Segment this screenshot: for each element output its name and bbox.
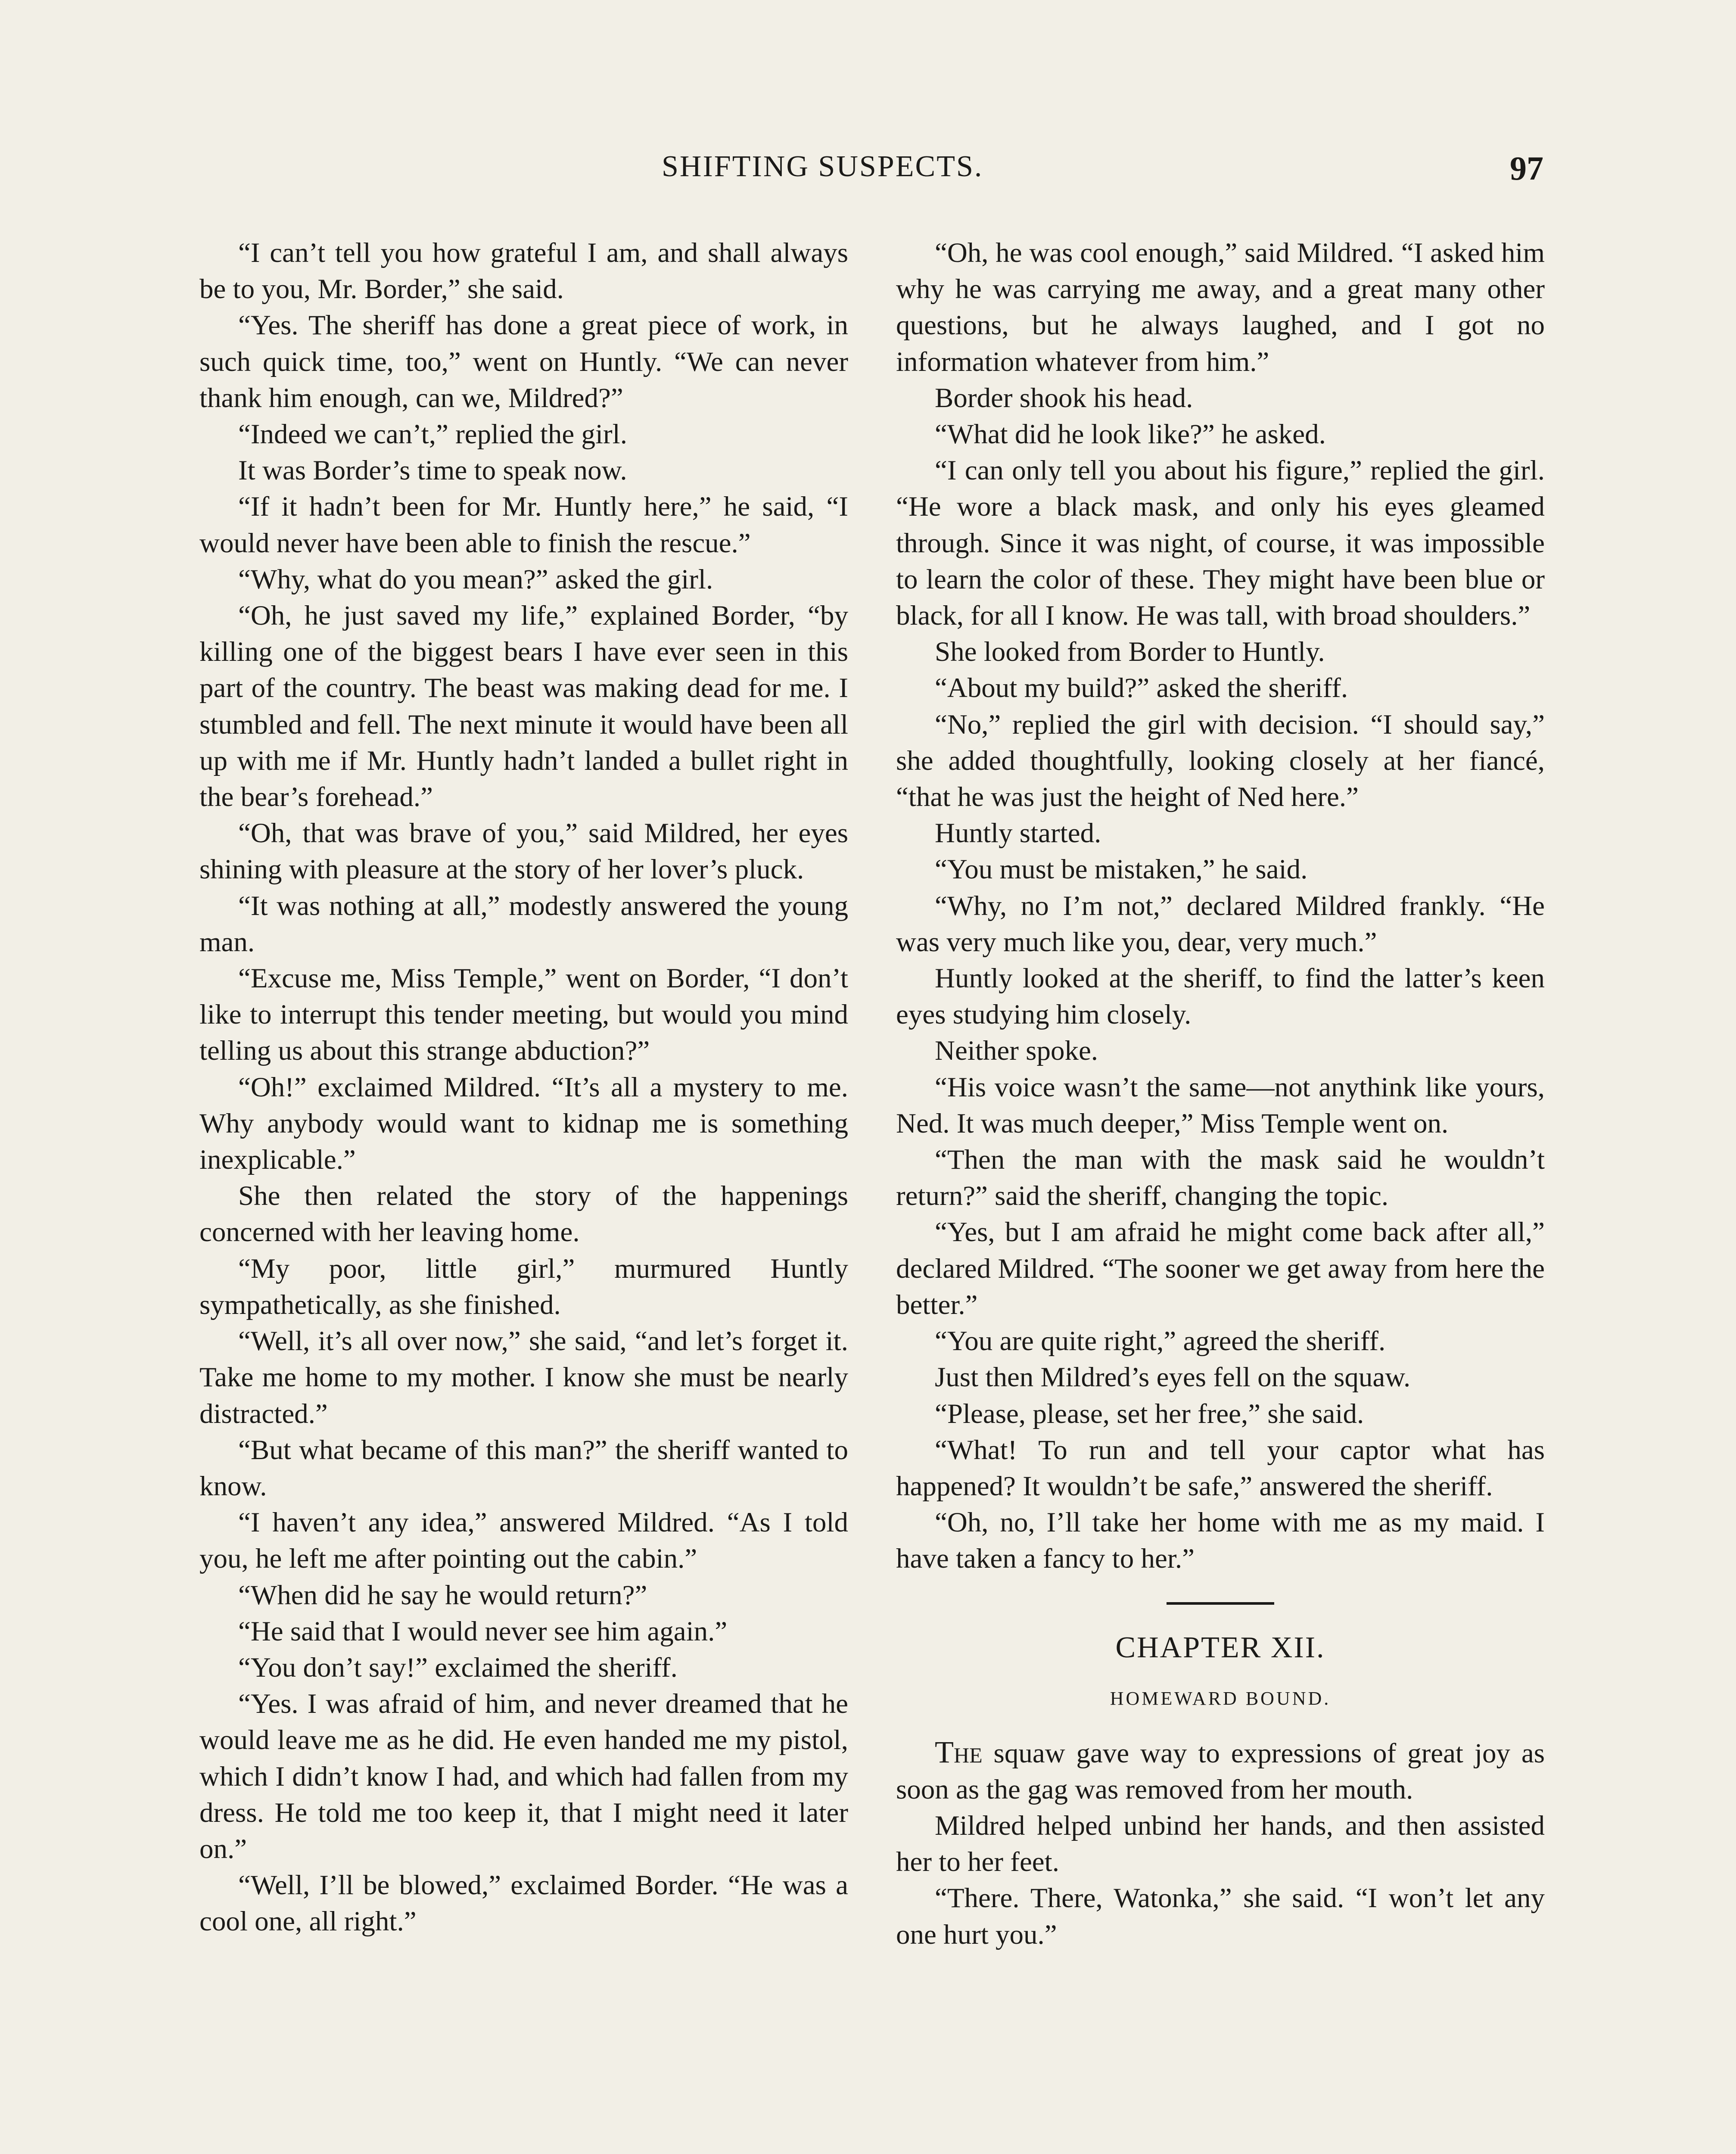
paragraph: “You don’t say!” exclaimed the sheriff.	[238, 1652, 678, 1683]
paragraph: “Why, what do you mean?” asked the girl.	[238, 563, 713, 595]
left-text-column	[199, 235, 848, 1940]
paragraph: “When did he say he would return?”	[238, 1579, 647, 1611]
paragraph: Just then Mildred’s eyes fell on the squaw.	[935, 1362, 1411, 1393]
paragraph: “Well, I’ll be blowed,” exclaimed Border. “He was a cool one, all right.”	[199, 1870, 848, 1937]
paragraph: Huntly started.	[935, 818, 1101, 849]
paragraph: “Indeed we can’t,” replied the girl.	[238, 419, 627, 450]
paragraph: “Oh, he was cool enough,” said Mildred. “I asked him why he was carrying me away, and a great many other questions, but he always laughed, and I got no information whatever from him.”	[896, 237, 1545, 377]
opening-word: The	[935, 1734, 983, 1769]
paragraph: Huntly looked at the sheriff, to find the latter’s keen eyes studying him closely.	[896, 963, 1545, 1030]
paragraph: “Excuse me, Miss Temple,” went on Border, “I don’t like to interrupt this tender meeting, but would you mind telling us about this strange abduction?”	[199, 963, 848, 1067]
paragraph: “Yes, but I am afraid he might come back after all,” declared Mildred. “The sooner we get away from here the better.”	[896, 1217, 1545, 1320]
paragraph: “But what became of this man?” the sheriff wanted to know.	[199, 1434, 848, 1502]
paragraph: “What! To run and tell your captor what has happened? It wouldn’t be safe,” answered the sheriff.	[896, 1434, 1545, 1502]
running-title: SHIFTING SUSPECTS.	[662, 150, 983, 183]
page-number: 97	[1510, 149, 1543, 187]
paragraph: “You are quite right,” agreed the sheriff.	[935, 1326, 1386, 1357]
paragraph: “There. There, Watonka,” she said. “I won’t let any one hurt you.”	[896, 1883, 1545, 1950]
paragraph: “Well, it’s all over now,” she said, “and let’s forget it. Take me home to my mother. I know she must be nearly distracted.”	[199, 1326, 848, 1429]
chapter-opening-paragraph	[896, 1734, 1545, 1808]
section-divider	[1167, 1602, 1274, 1605]
paragraph: “Oh!” exclaimed Mildred. “It’s all a mystery to me. Why anybody would want to kidnap me is something inexplicable.”	[199, 1071, 848, 1176]
paragraph: “Oh, he just saved my life,” explained Border, “by killing one of the biggest bears I have ever seen in this part of the country. The beast was making dead for me. I stumbled and fell. The next minute it would have been all up with me if Mr. Huntly hadn’t landed a bullet right in the bear’s forehead.”	[199, 600, 848, 813]
right-text-column	[896, 235, 1545, 1953]
paragraph: “What did he look like?” he asked.	[935, 419, 1326, 450]
paragraph: “He said that I would never see him again.”	[238, 1616, 728, 1647]
paragraph: “Please, please, set her free,” she said.	[935, 1398, 1364, 1429]
paragraph: “I can’t tell you how grateful I am, and shall always be to you, Mr. Border,” she said.	[199, 237, 848, 305]
paragraph: “I can only tell you about his figure,” replied the girl. “He wore a black mask, and only his eyes gleamed through. Since it was night, of course, it was impossible to learn the color of these. They might have been blue or black, for all I know. He was tall, with broad shoulders.”	[896, 455, 1545, 632]
paragraph: “You must be mistaken,” he said.	[935, 854, 1308, 885]
paragraph: Border shook his head.	[935, 382, 1193, 414]
paragraph: “If it hadn’t been for Mr. Huntly here,” he said, “I would never have been able to finish the rescue.”	[199, 491, 848, 559]
paragraph: “My poor, little girl,” murmured Huntly sympathetically, as she finished.	[199, 1253, 848, 1320]
opening-text: squaw gave way to expressions of great joy as soon as the gag was removed from her mouth.	[896, 1737, 1545, 1805]
chapter-title: HOMEWARD BOUND.	[1110, 1687, 1331, 1709]
paragraph: “No,” replied the girl with decision. “I should say,” she added thoughtfully, looking closely at her fiancé, “that he was just the height of Ned here.”	[896, 709, 1545, 813]
paragraph: “Why, no I’m not,” declared Mildred frankly. “He was very much like you, dear, very much.”	[896, 890, 1545, 958]
chapter-heading: CHAPTER XII.	[1115, 1631, 1325, 1664]
paragraph: “About my build?” asked the sheriff.	[935, 672, 1348, 704]
paragraph: “I haven’t any idea,” answered Mildred. “As I told you, he left me after pointing out the cabin.”	[199, 1507, 848, 1575]
paragraph: “His voice wasn’t the same—not anythink like yours, Ned. It was much deeper,” Miss Temple went on.	[896, 1071, 1545, 1139]
paragraph: Mildred helped unbind her hands, and then assisted her to her feet.	[896, 1810, 1545, 1878]
paragraph: She then related the story of the happenings concerned with her leaving home.	[199, 1180, 848, 1248]
paragraph: “Oh, no, I’ll take her home with me as my maid. I have taken a fancy to her.”	[896, 1507, 1545, 1575]
paragraph: “Then the man with the mask said he wouldn’t return?” said the sheriff, changing the topic.	[896, 1144, 1545, 1212]
paragraph: “Oh, that was brave of you,” said Mildred, her eyes shining with pleasure at the story of her lover’s pluck.	[199, 818, 848, 885]
paragraph: It was Border’s time to speak now.	[238, 455, 627, 486]
paragraph: “Yes. The sheriff has done a great piece of work, in such quick time, too,” went on Huntly. “We can never thank him enough, can we, Mildred?”	[199, 310, 848, 414]
paragraph: Neither spoke.	[935, 1035, 1098, 1067]
paragraph: She looked from Border to Huntly.	[935, 636, 1325, 668]
paragraph: “Yes. I was afraid of him, and never dreamed that he would leave me as he did. He even handed me my pistol, which I didn’t know I had, and which had fallen from my dress. He told me too keep it, that I might need it later on.”	[199, 1688, 848, 1865]
paragraph: “It was nothing at all,” modestly answered the young man.	[199, 890, 848, 958]
